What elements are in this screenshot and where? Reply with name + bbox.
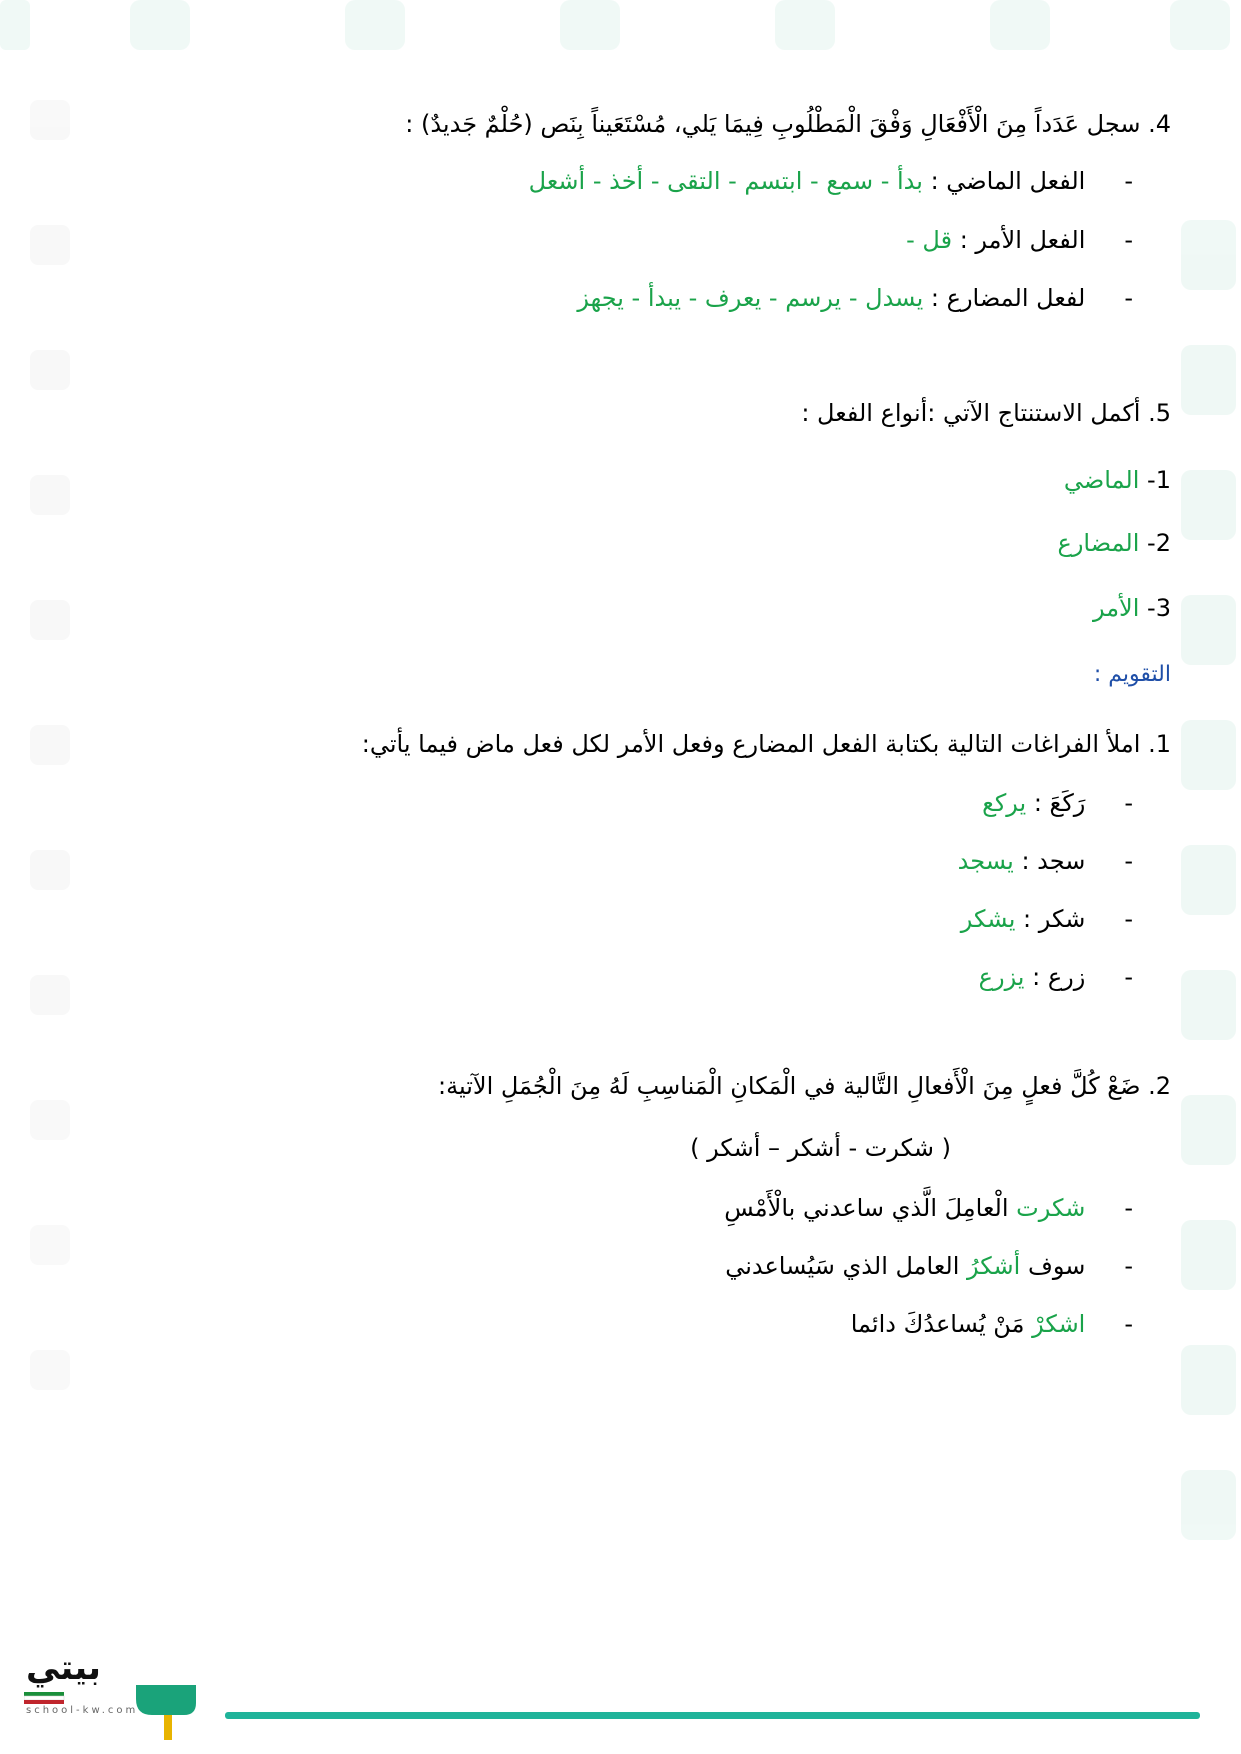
item-after: مَنْ يُساعدُكَ دائما xyxy=(850,1310,1025,1338)
item-label: شكر : xyxy=(1023,905,1086,933)
item-answer: يسجد xyxy=(957,847,1014,875)
logo-website: school-kw.com xyxy=(26,1705,139,1716)
bullet: - xyxy=(1124,226,1133,254)
item-after: العامل الذي سَيُساعدني xyxy=(725,1252,960,1280)
q4-item-present xyxy=(577,280,1133,316)
item-answer: الأمر xyxy=(1092,594,1140,622)
item-label: سجد : xyxy=(1021,847,1086,875)
bullet: - xyxy=(1124,789,1133,817)
bullet: - xyxy=(1124,847,1133,875)
bullet: - xyxy=(1124,1310,1133,1338)
item-number: 2- xyxy=(1147,529,1171,557)
bullet: - xyxy=(1124,167,1133,195)
item-answer: يزرع xyxy=(978,963,1025,991)
item-answer: المضارع xyxy=(1057,529,1140,557)
item-label: الفعل الأمر : xyxy=(959,226,1086,254)
evaluation-heading: التقويم : xyxy=(1093,662,1171,687)
e1-title: 1. املأ الفراغات التالية بكتابة الفعل المضارع وفعل الأمر لكل فعل ماض فيما يأتي: xyxy=(361,730,1171,758)
e2-title: 2. ضَعْ كُلَّ فعلٍ مِنَ الْأَفعالِ التَّالية في الْمَكانِ الْمَناسِبِ لَهُ مِنَ الْجُمَلِ الآتية: xyxy=(438,1072,1171,1100)
e1-item-4 xyxy=(979,959,1133,995)
q5-title: 5. أكمل الاستنتاج الآتي :أنواع الفعل : xyxy=(801,399,1171,427)
bullet: - xyxy=(1124,284,1133,312)
q4-item-imperative xyxy=(906,222,1133,258)
e2-item-2 xyxy=(725,1248,1133,1284)
logo-text: بيتي xyxy=(26,1648,101,1688)
item-number: 1- xyxy=(1147,466,1171,494)
item-label: الفعل الماضي : xyxy=(930,167,1086,195)
item-answer: اشكرْ xyxy=(1032,1310,1086,1338)
q5-item-3 xyxy=(1093,590,1171,626)
item-answer: الماضي xyxy=(1063,466,1140,494)
q4-title: 4. سجل عَدَداً مِنَ الْأَفْعَالِ وَفْقَ الْمَطْلُوبِ فِيمَا يَلي، مُسْتَعَيناً بِنَص (حُلْمٌ جَديدٌ) : xyxy=(405,110,1171,138)
q4-item-past xyxy=(529,163,1133,199)
item-answer: يركع xyxy=(982,789,1027,817)
item-label: لفعل المضارع : xyxy=(930,284,1086,312)
e2-item-1 xyxy=(724,1190,1133,1226)
item-answer: يسدل - يرسم - يعرف - يبدأ - يجهز xyxy=(577,284,924,312)
item-answer: بدأ - سمع - ابتسم - التقى - أخذ - أشعل xyxy=(528,167,923,195)
e2-choices: ( شكرت - أشكر – أشكر ) xyxy=(690,1134,951,1162)
footer-rule xyxy=(225,1712,1200,1719)
e2-item-3 xyxy=(851,1306,1133,1342)
item-answer: شكرت xyxy=(1016,1194,1086,1222)
item-label: زرع : xyxy=(1032,963,1086,991)
item-label: رَكَعَ : xyxy=(1033,789,1086,817)
item-answer: قل - xyxy=(906,226,953,254)
bullet: - xyxy=(1124,1194,1133,1222)
q5-item-1 xyxy=(1064,462,1171,498)
bullet: - xyxy=(1124,963,1133,991)
item-answer: يشكر xyxy=(960,905,1016,933)
item-answer: أشكرُ xyxy=(967,1252,1021,1280)
e1-item-1 xyxy=(982,785,1133,821)
item-number: 3- xyxy=(1147,594,1171,622)
bullet: - xyxy=(1124,905,1133,933)
q5-item-2 xyxy=(1058,525,1171,561)
e1-item-3 xyxy=(961,901,1133,937)
item-after: الْعامِلَ الَّذي ساعدني بالْأَمْسِ xyxy=(724,1194,1009,1222)
item-before: سوف xyxy=(1027,1252,1086,1280)
e1-item-2 xyxy=(958,843,1133,879)
bullet: - xyxy=(1124,1252,1133,1280)
